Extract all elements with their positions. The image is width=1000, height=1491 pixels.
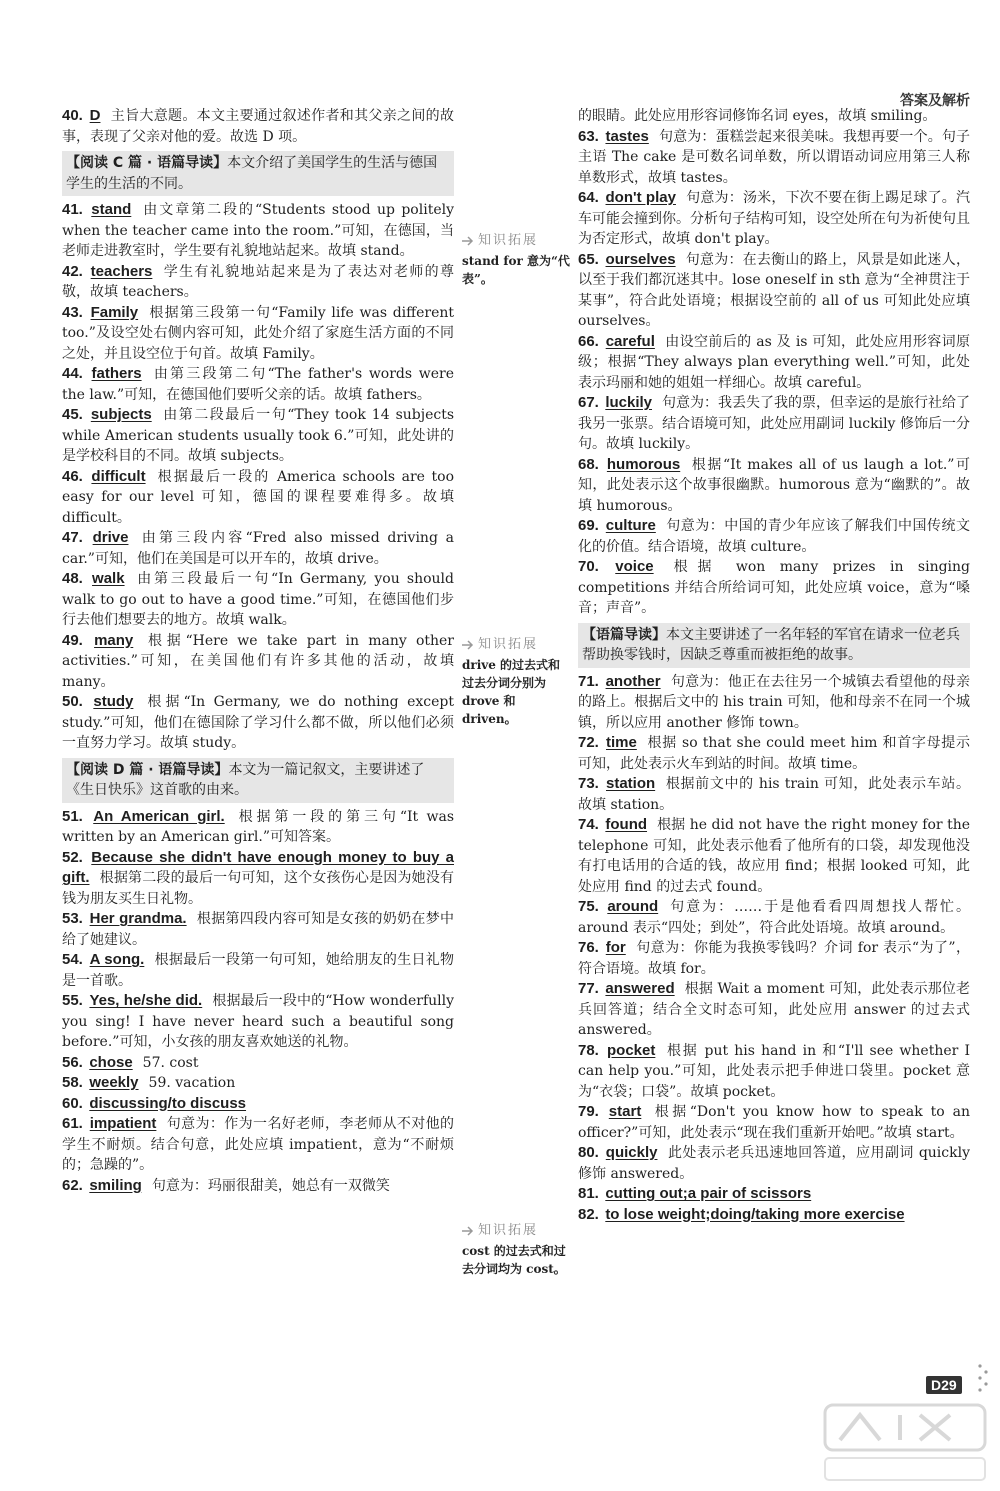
question-number: 49. xyxy=(62,631,83,649)
question-number: 48. xyxy=(62,570,83,587)
explanation-text: 根据“It makes all of us laugh a lot.”可知，此处表示这个故事很幽默。humorous 意为“幽默的”。故填 humorous。 xyxy=(578,456,970,514)
guide-text: 本文介绍了美国学生的生活与德国学生的生活的不同。 xyxy=(66,155,438,192)
answer-text: impatient xyxy=(89,1115,157,1132)
explanation-text: 主旨大意题。本文主要通过叙述作者和其父亲之间的故事，表现了父亲对他的爱。故选 D 项。 xyxy=(62,108,454,145)
answer-continuation: 的眼睛。此处应用形容词修饰名词 eyes，故填 smiling。 xyxy=(578,108,937,124)
guide-label: 【阅读 C 篇 · 语篇导读】 xyxy=(66,155,228,171)
side-note xyxy=(462,636,572,728)
answer-text: culture xyxy=(605,517,656,534)
answer-text: Family xyxy=(90,303,139,321)
question-number: 52. xyxy=(62,848,83,866)
answer-text: pocket xyxy=(607,1041,656,1059)
explanation-text: 由第三段内容“Fred also missed driving a car.”可知，他们在美国是可以开车的，故填 drive。 xyxy=(62,530,454,567)
answer-item xyxy=(578,733,970,774)
answer-item xyxy=(578,1143,970,1184)
answer-item xyxy=(62,1176,454,1197)
question-number: 56. xyxy=(62,1053,83,1071)
answer-text: voice xyxy=(615,558,654,575)
answer-item xyxy=(62,262,454,303)
answer-text: cutting out;a pair of scissors xyxy=(605,1185,812,1202)
explanation-text: 句意为：你能为我换零钱吗？介词 for 表示“为了”，符合语境。故填 for。 xyxy=(578,940,970,977)
answer-text: many xyxy=(94,631,134,649)
explanation-text: 句意为：他正在去往另一个城镇去看望他的母亲的路上。根据后文中的 his train 可知，他和母亲不在同一个城镇，所以应用 another 修饰 town。 xyxy=(578,673,971,731)
question-number: 61. xyxy=(62,1115,83,1132)
side-note-tag: 知识拓展 xyxy=(478,637,539,652)
guide-text: 本文主要讲述了一名年轻的军官在请求一位老兵帮助换零钱时，因缺乏尊重而被拒绝的故事。 xyxy=(582,626,960,663)
answer-item xyxy=(578,774,970,815)
left-column xyxy=(62,106,454,1196)
side-note-tag: 知识拓展 xyxy=(478,1223,539,1238)
answer-text: around xyxy=(607,898,659,915)
question-number: 68. xyxy=(578,455,599,473)
answer-item xyxy=(578,557,970,619)
explanation-text: 59. vacation xyxy=(148,1075,236,1091)
explanation-text: 句意为：中国的青少年应该了解我们中国传统文化的价值。结合语境，故填 culture。 xyxy=(578,518,970,555)
question-number: 62. xyxy=(62,1176,83,1194)
answer-item xyxy=(62,1053,454,1074)
explanation-text: 句意为：蛋糕尝起来很美味。我想再要一个。句子主语 The cake 是可数名词单数，所以谓语动词应用第三人称单数形式，故填 tastes。 xyxy=(578,128,971,186)
answer-text: discussing/to discuss xyxy=(89,1094,247,1112)
answer-item xyxy=(578,897,970,938)
answer-item xyxy=(578,188,970,250)
answer-item xyxy=(62,200,454,262)
answer-text: humorous xyxy=(606,455,681,473)
side-note xyxy=(462,1222,572,1278)
answer-item xyxy=(62,1114,454,1176)
answer-item xyxy=(62,303,454,365)
answer-item xyxy=(578,1041,970,1103)
answer-text: drive xyxy=(92,529,129,546)
question-number: 51. xyxy=(62,807,83,825)
explanation-text: 57. cost xyxy=(142,1054,199,1071)
answer-item xyxy=(578,516,970,557)
answer-text: chose xyxy=(89,1053,133,1071)
question-number: 79. xyxy=(578,1103,599,1120)
answer-item xyxy=(578,393,970,455)
answer-text: time xyxy=(606,734,637,751)
reading-guide xyxy=(578,623,970,668)
reading-guide xyxy=(62,758,454,803)
answer-text: quickly xyxy=(605,1144,658,1161)
question-number: 60. xyxy=(62,1094,83,1112)
question-number: 72. xyxy=(578,734,599,751)
answer-item xyxy=(62,950,454,991)
question-number: 42. xyxy=(62,262,83,280)
explanation-text: 句意为：在去衡山的路上，风景是如此迷人，以至于我们都沉迷其中。lose oneself in sth 意为“全神贯注于某事”，符合此处语境；根据设空前的 all of us 可知此处应填 ourselves。 xyxy=(578,251,970,329)
explanation-text: 根据“Here we take part in many other activities.”可知，在美国他们有许多其他的活动，故填 many。 xyxy=(62,632,455,690)
explanation-text: 根据最后一段中的“How wonderfully you sing! I have never heard such a beautiful song before.”可知，小女孩的朋友喜欢她送的礼物。 xyxy=(62,993,455,1050)
answer-item xyxy=(578,1184,970,1205)
page-number: D29 xyxy=(926,1376,962,1394)
explanation-text: 根据第四段内容可知是女孩的奶奶在梦中给了她建议。 xyxy=(62,911,454,948)
side-note xyxy=(462,232,572,288)
answer-text: D xyxy=(89,107,101,124)
answer-item xyxy=(62,364,454,405)
question-number: 81. xyxy=(578,1185,599,1202)
question-number: 70. xyxy=(578,558,599,575)
question-number: 67. xyxy=(578,394,599,411)
section-header: 答案及解析 xyxy=(900,93,970,109)
answer-text: for xyxy=(605,939,626,956)
explanation-text: 此处表示老兵迅速地回答道，应用副词 quickly 修饰 answered。 xyxy=(578,1145,970,1182)
question-number: 69. xyxy=(578,517,599,534)
answer-text: Her grandma. xyxy=(89,910,187,927)
reading-guide xyxy=(62,151,454,196)
question-number: 66. xyxy=(578,332,599,350)
answer-item xyxy=(62,692,454,754)
question-number: 46. xyxy=(62,467,83,485)
explanation-text: 句意为：我丢失了我的票，但幸运的是旅行社给了我另一张票。结合语境可知，此处应用副词 luckily 修饰后一分句。故填 luckily。 xyxy=(578,395,971,452)
explanation-text: 句意为：作为一名好老师，李老师从不对他的学生不耐烦。结合句意，此处应填 impatient，意为“不耐烦的；急躁的”。 xyxy=(62,1116,455,1173)
answer-text: study xyxy=(93,693,134,710)
answer-text: start xyxy=(608,1103,642,1120)
answer-item xyxy=(578,1102,970,1143)
answer-text: tastes xyxy=(605,127,649,145)
explanation-text: 根据第二段的最后一句可知，这个女孩伤心是因为她没有钱为朋友买生日礼物。 xyxy=(62,870,454,907)
answer-item xyxy=(62,991,454,1053)
answer-text: found xyxy=(605,816,648,833)
question-number: 43. xyxy=(62,303,83,321)
answer-text: Because she didn't have enough money to buy a gift. xyxy=(62,848,454,886)
guide-label: 【语篇导读】 xyxy=(582,626,666,643)
answer-text: careful xyxy=(605,332,655,350)
answer-text: walk xyxy=(92,570,125,587)
side-note-tag: 知识拓展 xyxy=(478,233,539,248)
question-number: 54. xyxy=(62,951,83,968)
answer-text: station xyxy=(605,775,656,792)
answer-item xyxy=(578,815,970,897)
explanation-text: 根据第三段第一句“Family life was different too.”及设空处右侧内容可知，此处介绍了家庭生活方面的不同之处，并且设空位于句首。故填 Family。 xyxy=(62,304,454,362)
question-number: 53. xyxy=(62,910,83,927)
explanation-text: 句意为：……于是他看看四周想找人帮忙。around 表示“四处；到处”，符合此处语境。故填 around。 xyxy=(578,899,971,936)
answer-text: another xyxy=(605,672,661,690)
question-number: 74. xyxy=(578,816,599,833)
explanation-text: 由文章第二段的“Students stood up politely when the teacher came into the room.”可知，在德国，当老师走进教室时，学生要有礼貌地站起来。故填 stand。 xyxy=(62,202,454,259)
explanation-text: 根据最后一段第一句可知，她给朋友的生日礼物是一首歌。 xyxy=(62,952,455,989)
question-number: 75. xyxy=(578,898,599,915)
question-number: 41. xyxy=(62,201,83,218)
explanation-text: 句意为：汤米，下次不要在街上踢足球了。汽车可能会撞到你。分析句子结构可知，设空处所在句为祈使句且为否定形式，故填 don't play。 xyxy=(578,190,971,247)
question-number: 71. xyxy=(578,672,599,690)
answer-item xyxy=(578,672,970,734)
explanation-text: 根据第一段的第三句“It was written by an American girl.”可知答案。 xyxy=(62,808,455,845)
question-number: 45. xyxy=(62,406,83,423)
explanation-text: 根据“In Germany, we do nothing except study.”可知，他们在德国除了学习什么都不做，所以他们必须一直努力学习。故填 study。 xyxy=(62,694,455,751)
answer-item xyxy=(578,1205,970,1226)
guide-label: 【阅读 D 篇 · 语篇导读】 xyxy=(66,761,229,778)
answer-item xyxy=(62,106,454,147)
question-number: 55. xyxy=(62,992,83,1009)
answer-text: An American girl. xyxy=(93,807,225,825)
question-number: 63. xyxy=(578,127,599,145)
side-note-text: cost 的过去式和过去分词均为 cost。 xyxy=(462,1244,566,1276)
explanation-text: 根据 Wait a moment 可知，此处表示那位老兵回答道；结合全文时态可知，此处应用 answer 的过去式 answered。 xyxy=(578,981,970,1038)
side-note-text: stand for 意为“代表”。 xyxy=(462,254,570,286)
answer-item xyxy=(578,250,970,332)
answer-item xyxy=(578,127,970,189)
question-number: 40. xyxy=(62,107,83,124)
question-number: 80. xyxy=(578,1144,599,1161)
answer-text: fathers xyxy=(91,365,142,382)
answer-item xyxy=(578,455,970,517)
explanation-text: 由第二段最后一句“They took 14 subjects while American students usually took 6.”可知，此处讲的是学校科目的不同。故填 subjects。 xyxy=(62,407,455,464)
answer-text: luckily xyxy=(605,394,653,411)
answer-text: A song. xyxy=(89,951,145,968)
explanation-text: 由设空前后的 as 及 is 可知，此处应用形容词原级；根据“They always plan everything well.”可知，此处表示玛丽和她的姐姐一样细心。故填 careful。 xyxy=(578,333,970,391)
explanation-text: 由第三段最后一句“In Germany, you should walk to go out to have a good time.”可知，在德国他们步行去他们想要去的地方。故填 walk。 xyxy=(62,571,454,628)
question-number: 44. xyxy=(62,365,83,382)
question-number: 76. xyxy=(578,939,599,956)
answer-text: weekly xyxy=(89,1074,139,1091)
explanation-text: 由第三段第二句“The father's words were the law.”可知，在德国他们要听父亲的话。故填 fathers。 xyxy=(62,366,454,403)
decorative-dots xyxy=(974,1360,994,1400)
answer-item xyxy=(62,405,454,467)
explanation-text: 根据前文中的 his train 可知，此处表示车站。故填 station。 xyxy=(578,776,971,813)
answer-item xyxy=(578,332,970,394)
answer-text: Yes, he/she did. xyxy=(89,992,203,1009)
explanation-text: 根据 put his hand in 和“I'll see whether I can help you.”可知，此处表示把手伸进口袋里。pocket 意为“衣袋；口袋”。故填 pocket。 xyxy=(578,1042,970,1100)
question-number: 78. xyxy=(578,1041,599,1059)
question-number: 50. xyxy=(62,693,83,710)
answer-item xyxy=(62,467,454,529)
answer-text: subjects xyxy=(90,406,152,423)
answer-item xyxy=(62,909,454,950)
side-note-text: drive 的过去式和过去分词分别为 drove 和 driven。 xyxy=(462,658,561,726)
answer-item xyxy=(62,1073,454,1094)
explanation-text: 根据 so that she could meet him 和首字母提示可知，此处表示火车到站的时间。故填 time。 xyxy=(578,735,970,772)
question-number: 64. xyxy=(578,189,599,206)
answer-item xyxy=(62,569,454,631)
arrow-icon xyxy=(462,1226,476,1236)
answer-item xyxy=(62,807,454,848)
answer-item xyxy=(578,979,970,1041)
question-number: 73. xyxy=(578,775,599,792)
question-number: 65. xyxy=(578,250,599,268)
answer-item xyxy=(578,938,970,979)
answer-text: ourselves xyxy=(605,250,676,268)
right-column xyxy=(578,106,970,1225)
arrow-icon xyxy=(462,640,476,650)
answer-text: don't play xyxy=(605,189,676,206)
question-number: 77. xyxy=(578,980,599,997)
answer-text: teachers xyxy=(90,262,153,280)
question-number: 58. xyxy=(62,1074,83,1091)
explanation-text: 学生有礼貌地站起来是为了表达对老师的尊敬，故填 teachers。 xyxy=(62,263,455,300)
explanation-text: 根据 he did not have the right money for the telephone 可知，此处表示他看了他所有的口袋，却发现他没有打电话用的合适的钱，故应用 find；根据 looked 可知，此处应用 find 的过去式 found。 xyxy=(578,817,970,895)
explanation-text: 根据“Don't you know how to speak to an officer?”可知，此处表示“现在我们重新开始吧。”故填 start。 xyxy=(578,1104,970,1141)
explanation-text: 根据最后一段的 America schools are too easy for our level 可知，德国的课程要难得多。故填 difficult。 xyxy=(62,468,455,526)
answer-item xyxy=(62,631,454,693)
answer-text: answered xyxy=(605,980,675,997)
answer-item xyxy=(62,848,454,910)
explanation-text: 根据 won many prizes in singing competitions 并结合所给词可知，此处应填 voice，意为“嗓音；声音”。 xyxy=(578,559,971,616)
question-number: 82. xyxy=(578,1205,599,1223)
answer-item xyxy=(62,528,454,569)
answer-text: stand xyxy=(91,201,132,218)
explanation-text: 句意为：玛丽很甜美，她总有一双微笑 xyxy=(151,1177,390,1194)
question-number: 47. xyxy=(62,529,83,546)
watermark-logo xyxy=(820,1400,990,1485)
arrow-icon xyxy=(462,236,476,246)
answer-item xyxy=(62,1094,454,1115)
answer-text: to lose weight;doing/taking more exercise xyxy=(605,1205,905,1223)
guide-text: 本文为一篇记叙文，主要讲述了《生日快乐》这首歌的由来。 xyxy=(66,761,425,798)
answer-text: difficult xyxy=(91,467,146,485)
answer-text: smiling xyxy=(89,1176,142,1194)
